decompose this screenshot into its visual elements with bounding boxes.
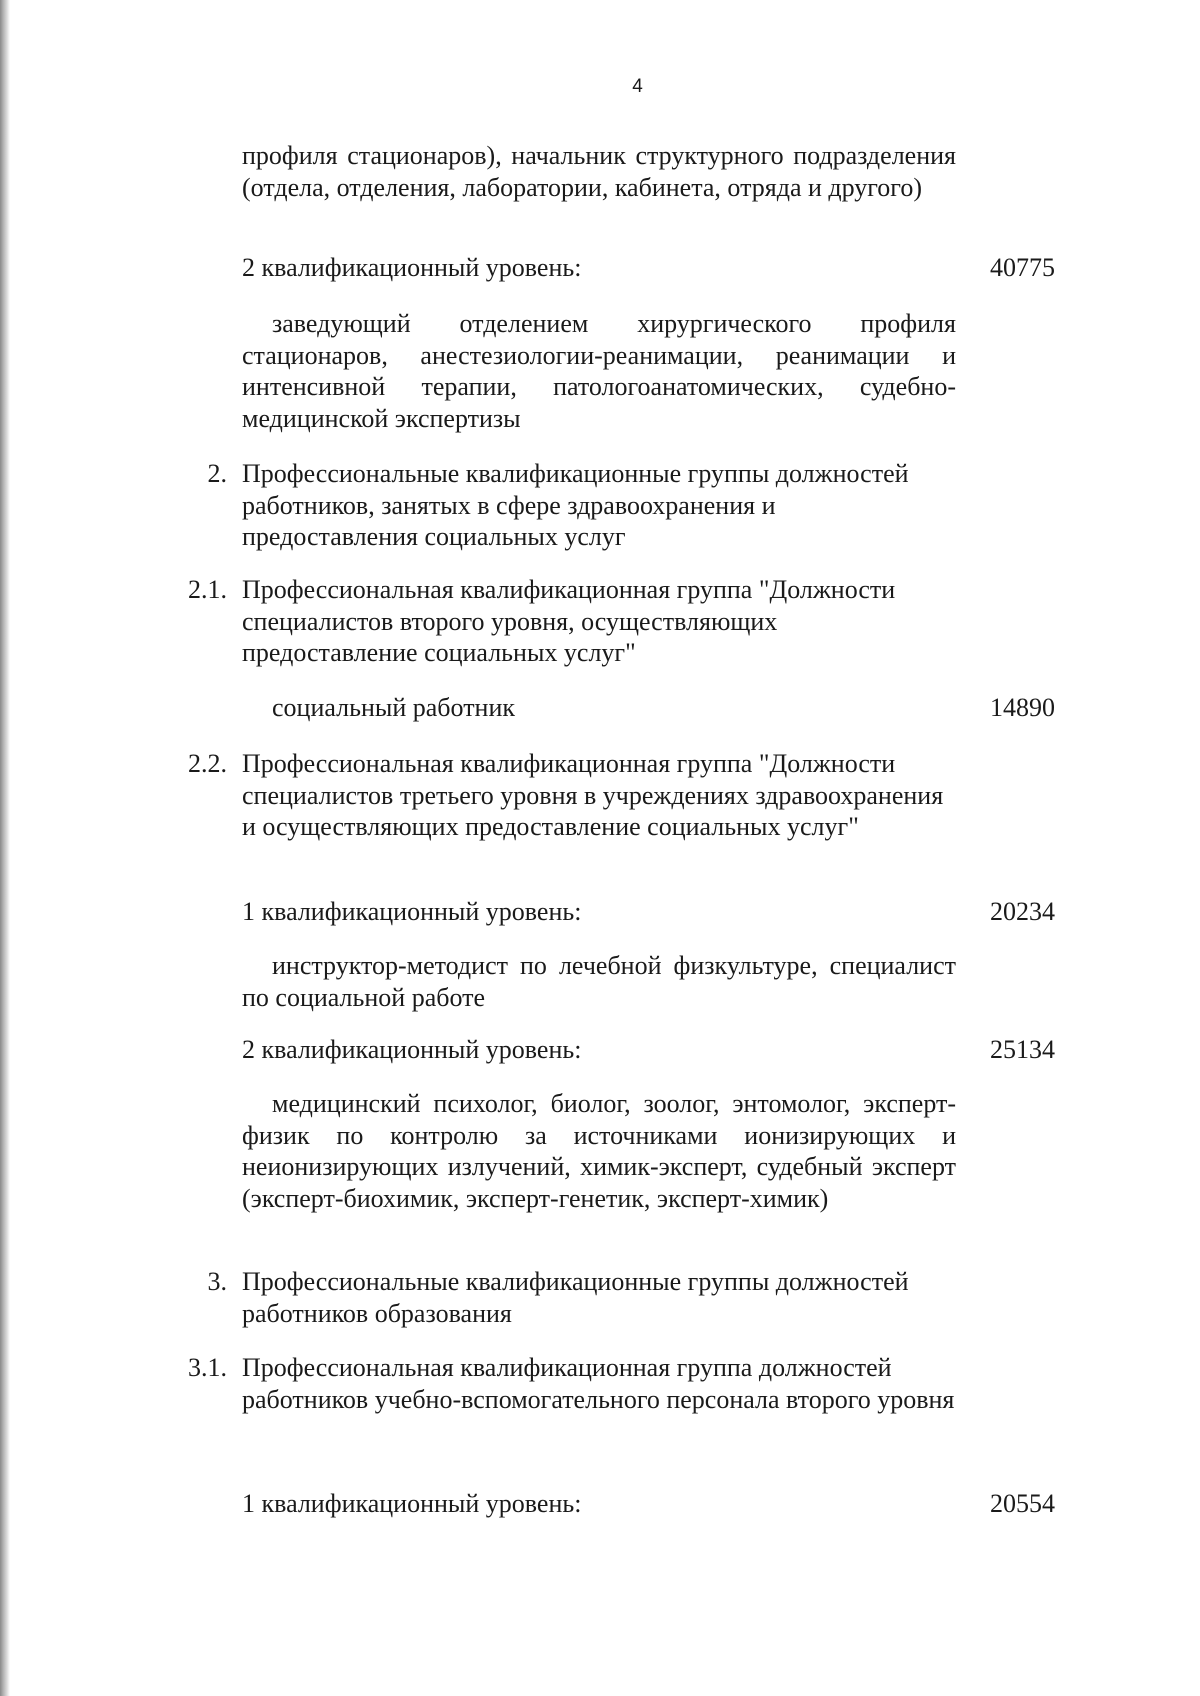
- section-title: Профессиональные квалификационные группы должностей работников, занятых в сфере здравоохранения и предоставления социальных услуг: [242, 459, 909, 551]
- salary-value: 20554: [990, 1489, 1055, 1518]
- section-title: Профессиональная квалификационная группа "Должности специалистов второго уровня, осуществляющих предоставление социальных услуг": [242, 575, 896, 667]
- section-number: 2.: [207, 459, 227, 488]
- section-number: 3.1.: [188, 1353, 227, 1382]
- qualification-level-label: 2 квалификационный уровень:: [242, 253, 582, 282]
- section-title: Профессиональные квалификационные группы должностей работников образования: [242, 1267, 909, 1328]
- qualification-level-label: 2 квалификационный уровень:: [242, 1035, 582, 1064]
- section-number: 2.1.: [188, 575, 227, 604]
- entry-text: профиля стационаров), начальник структурного подразделения (отдела, отделения, лаборатории, кабинета, отряда и другого): [242, 141, 956, 202]
- qualification-level-label: 1 квалификационный уровень:: [242, 897, 582, 926]
- section-number: 3.: [207, 1267, 227, 1296]
- position-label: социальный работник: [272, 693, 516, 722]
- positions-text: инструктор-методист по лечебной физкультуре, специалист по социальной работе: [242, 951, 956, 1012]
- section-number: 2.2.: [188, 749, 227, 778]
- positions-text: медицинский психолог, биолог, зоолог, энтомолог, эксперт-физик по контролю за источниками ионизирующих и неионизирующих излучений, химик-эксперт, судебный эксперт (эксперт-биохимик, эксперт-генетик, эксперт-химик): [242, 1089, 956, 1213]
- salary-value: 40775: [990, 253, 1055, 282]
- qualification-level-label: 1 квалификационный уровень:: [242, 1489, 582, 1518]
- positions-text: заведующий отделением хирургического профиля стационаров, анестезиологии-реанимации, реанимации и интенсивной терапии, патологоанатомических, судебно-медицинской экспертизы: [242, 309, 956, 433]
- section-title: Профессиональная квалификационная группа "Должности специалистов третьего уровня в учреждениях здравоохранения и осуществляющих предоставление социальных услуг": [242, 749, 944, 841]
- salary-value: 25134: [990, 1035, 1055, 1064]
- salary-value: 20234: [990, 897, 1055, 926]
- section-title: Профессиональная квалификационная группа должностей работников учебно-вспомогательного персонала второго уровня: [242, 1353, 955, 1414]
- page-number: 4: [632, 76, 643, 97]
- salary-value: 14890: [990, 693, 1055, 722]
- scan-edge-shadow: [0, 0, 10, 1696]
